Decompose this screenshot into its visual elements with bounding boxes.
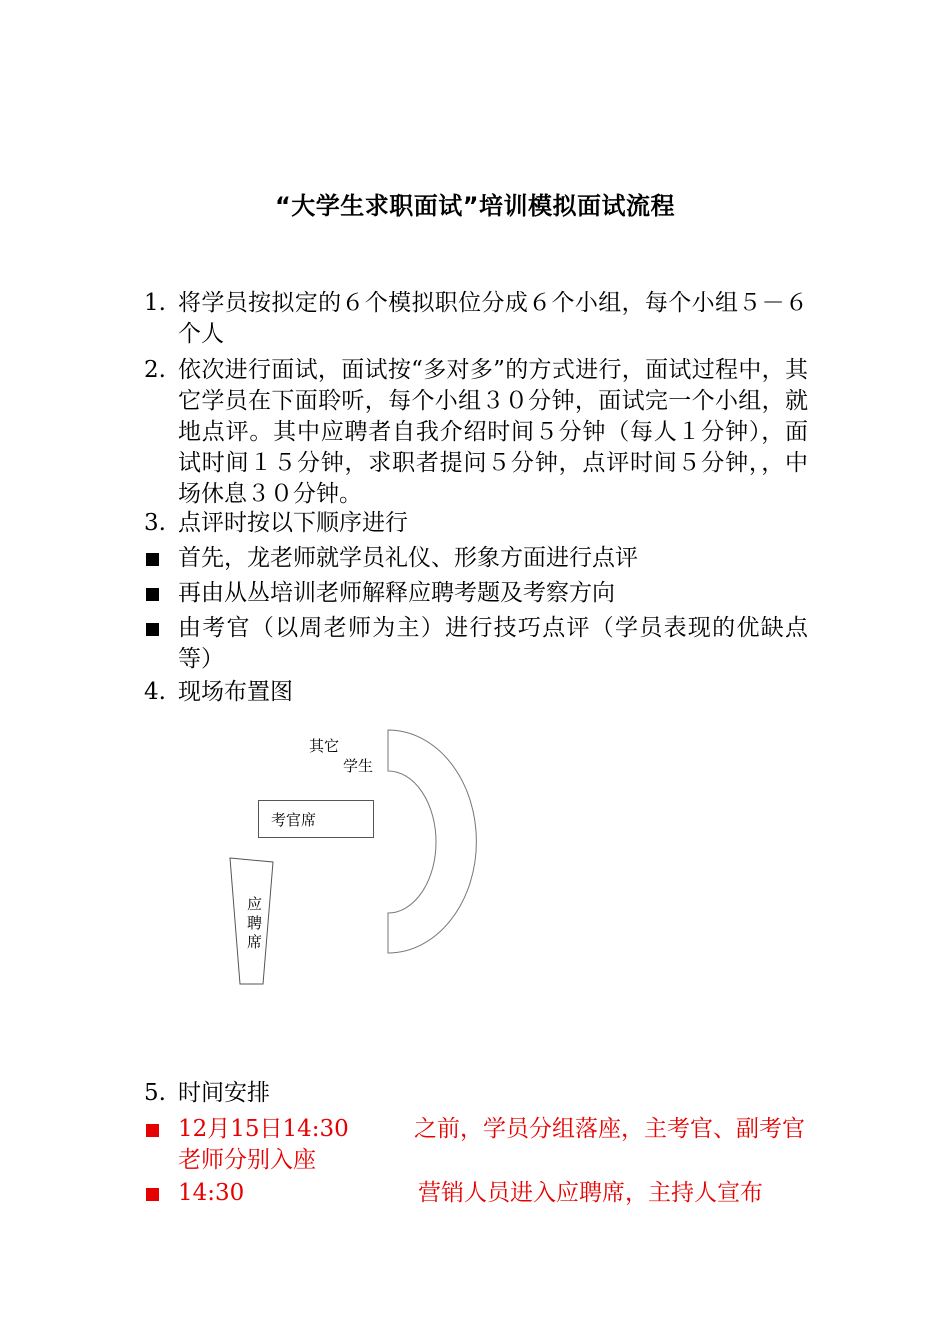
schedule-text: 营销人员进入应聘席，主持人宣布 (418, 1180, 763, 1206)
bullet-item (144, 543, 808, 574)
list-item-text: 点评时按以下顺序进行 (178, 510, 408, 536)
bullet-square-icon (144, 1114, 178, 1145)
venue-layout-diagram (225, 725, 485, 990)
bullet-square-icon (144, 578, 178, 609)
bullet-item (144, 613, 808, 675)
list-number: 3. (144, 510, 166, 536)
bullet-square-icon (144, 1178, 178, 1209)
bullet-square-icon (144, 543, 178, 574)
bullet-square-icon (144, 613, 178, 644)
list-item-1 (144, 288, 808, 350)
list-item-text: 将学员按拟定的６个模拟职位分成６个小组，每个小组５－６个人 (178, 290, 808, 347)
list-item-text: 依次进行面试，面试按“多对多”的方式进行，面试过程中，其它学员在下面聆听，每个小组３０分钟，面试完一个小组，就地点评。其中应聘者自我介绍时间５分钟（每人１分钟），面试时间１５分钟，求职者提问５分钟，点评时间５分钟，，中场休息３０分钟。 (178, 357, 808, 507)
examiner-seat (258, 800, 374, 838)
other-students-label: 其它 (309, 737, 340, 755)
schedule-entry (178, 1178, 808, 1209)
applicant-seat-label: 应 (247, 895, 263, 913)
list-number: 1. (144, 290, 166, 316)
schedule-entry (178, 1114, 808, 1176)
other-students-label: 学生 (343, 757, 374, 775)
examiner-seat-label: 考官席 (271, 811, 317, 829)
applicant-seat-label: 聘 (247, 914, 263, 932)
list-item-2 (144, 355, 808, 510)
list-item-text: 时间安排 (178, 1080, 270, 1106)
list-item-5 (144, 1078, 808, 1109)
list-number: 2. (144, 357, 166, 383)
applicant-seat-label: 席 (247, 933, 263, 951)
bullet-item-text: 由考官（以周老师为主）进行技巧点评（学员表现的优缺点等） (178, 615, 808, 672)
list-number: 4. (144, 679, 166, 705)
schedule-item (144, 1114, 808, 1176)
schedule-time: 12月15日14:30 (178, 1116, 349, 1142)
schedule-item (144, 1178, 808, 1209)
list-number: 5. (144, 1080, 166, 1106)
audience-arc-seating (388, 730, 476, 953)
schedule-time: 14:30 (178, 1180, 245, 1206)
list-item-3 (144, 508, 808, 539)
bullet-item (144, 578, 808, 609)
document-title: “大学生求职面试”培训模拟面试流程 (274, 192, 676, 220)
schedule-text: 之前，学员分组落座，主考官、副考官老师分别入座 (178, 1116, 805, 1173)
list-item-4 (144, 677, 808, 708)
bullet-item-text: 再由从丛培训老师解释应聘考题及考察方向 (178, 580, 615, 606)
bullet-item-text: 首先，龙老师就学员礼仪、形象方面进行点评 (178, 545, 638, 571)
list-item-text: 现场布置图 (178, 679, 293, 705)
